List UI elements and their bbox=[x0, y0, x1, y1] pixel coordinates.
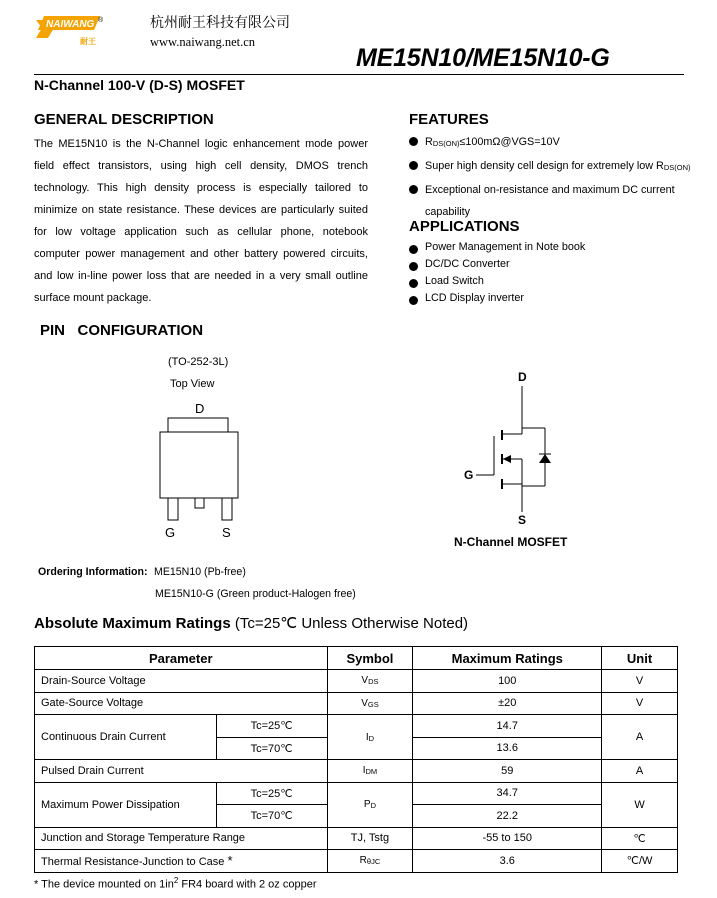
symbol-g-label: G bbox=[464, 468, 474, 482]
symbol-cell: $V_{GS}$ bbox=[327, 692, 413, 715]
package-view: Top View bbox=[170, 378, 215, 390]
company-logo bbox=[34, 14, 104, 48]
table-footnote: * The device mounted on $1in^2$ FR4 board with 2 oz copper bbox=[34, 876, 317, 891]
table-row bbox=[35, 782, 678, 805]
feature-rds-r: R bbox=[425, 136, 433, 148]
device-subtitle: N-Channel 100-V (D-S) MOSFET bbox=[34, 77, 245, 93]
ordering-label: Ordering Information: bbox=[38, 566, 148, 578]
package-body bbox=[160, 432, 238, 498]
feature-item bbox=[409, 131, 709, 155]
param-cell: Thermal Resistance-Junction to Case * bbox=[35, 850, 328, 873]
symbol-cell: $R_{\theta JC}$ bbox=[327, 850, 413, 873]
symbol-d-label: D bbox=[518, 370, 527, 384]
value-cell: 13.6 bbox=[413, 737, 602, 760]
symbol-caption: N-Channel MOSFET bbox=[454, 535, 568, 549]
symbol-cell: $P_D$ bbox=[327, 782, 413, 827]
package-pin-s bbox=[222, 498, 232, 520]
feature-rds-rest: ≤100mΩ@VGS=10V bbox=[459, 136, 560, 148]
package-pin-g bbox=[168, 498, 178, 520]
symbol-cell: $V_{DS}$ bbox=[327, 670, 413, 693]
company-name: 杭州耐王科技有限公司 bbox=[150, 15, 290, 31]
applications-list bbox=[409, 239, 699, 307]
table-row bbox=[35, 827, 678, 850]
amr-table bbox=[34, 646, 678, 873]
symbol-cell: $I_{DM}$ bbox=[327, 760, 413, 783]
amr-title-bold: Absolute Maximum Ratings bbox=[34, 615, 231, 632]
symbol-s-label: S bbox=[518, 513, 527, 527]
package-tab bbox=[168, 418, 228, 432]
pin-config-heading: PIN CONFIGURATION bbox=[40, 322, 204, 339]
unit-cell: A bbox=[602, 760, 678, 783]
header-rule bbox=[34, 74, 684, 75]
value-cell: 3.6 bbox=[413, 850, 602, 873]
param-cell: Continuous Drain Current bbox=[35, 715, 217, 760]
table-row bbox=[35, 850, 678, 873]
col-header-symbol: Symbol bbox=[327, 647, 413, 670]
value-cell: 22.2 bbox=[413, 805, 602, 828]
param-cell: Pulsed Drain Current bbox=[35, 760, 328, 783]
general-description-heading: GENERAL DESCRIPTION bbox=[34, 111, 214, 128]
amr-title-note: (Tc=25℃ Unless Otherwise Noted) bbox=[230, 615, 469, 632]
value-cell: 34.7 bbox=[413, 782, 602, 805]
table-row bbox=[35, 715, 678, 738]
ordering-green: ME15N10-G (Green product-Halogen free) bbox=[155, 588, 356, 600]
body-diode bbox=[539, 454, 551, 463]
package-pin-d-label: D bbox=[195, 401, 205, 416]
logo-text: NAIWANG bbox=[46, 19, 95, 30]
applications-heading: APPLICATIONS bbox=[409, 218, 520, 235]
application-item: Load Switch bbox=[409, 273, 699, 290]
condition-cell: Tc=70℃ bbox=[216, 737, 327, 760]
package-name: (TO-252-3L) bbox=[168, 356, 229, 368]
param-cell: Gate-Source Voltage bbox=[35, 692, 328, 715]
value-cell: ±20 bbox=[413, 692, 602, 715]
feature-item bbox=[409, 155, 709, 179]
value-cell: 59 bbox=[413, 760, 602, 783]
unit-cell: V bbox=[602, 670, 678, 693]
col-header-unit: Unit bbox=[602, 647, 678, 670]
application-item: DC/DC Converter bbox=[409, 256, 699, 273]
logo-sub: 耐王 bbox=[80, 37, 96, 46]
condition-cell: Tc=25℃ bbox=[216, 715, 327, 738]
feature-onres-line1: Exceptional on-resistance and maximum DC current bbox=[425, 184, 675, 196]
table-header-row bbox=[35, 647, 678, 670]
col-header-max: Maximum Ratings bbox=[413, 647, 602, 670]
ordering-pbfree: ME15N10 (Pb-free) bbox=[154, 566, 246, 578]
condition-cell: Tc=70℃ bbox=[216, 805, 327, 828]
part-number-title: ME15N10/ME15N10-G bbox=[356, 44, 610, 72]
package-drawing bbox=[150, 396, 260, 546]
logo-reg: ® bbox=[98, 17, 104, 24]
symbol-cell: TJ, Tstg bbox=[327, 827, 413, 850]
value-cell: -55 to 150 bbox=[413, 827, 602, 850]
unit-cell: ℃ bbox=[602, 827, 678, 850]
application-item: LCD Display inverter bbox=[409, 290, 699, 307]
unit-cell: W bbox=[602, 782, 678, 827]
feature-rds-sub: DS(ON) bbox=[432, 139, 460, 148]
unit-cell: A bbox=[602, 715, 678, 760]
table-row bbox=[35, 692, 678, 715]
package-pin-s-label: S bbox=[222, 525, 231, 540]
features-list bbox=[409, 131, 709, 223]
param-cell: Maximum Power Dissipation bbox=[35, 782, 217, 827]
param-cell: Junction and Storage Temperature Range bbox=[35, 827, 328, 850]
feature-density-text: Super high density cell design for extremely low R bbox=[425, 160, 664, 172]
company-website: www.naiwang.net.cn bbox=[150, 35, 256, 49]
condition-cell: Tc=25℃ bbox=[216, 782, 327, 805]
package-pin-center bbox=[195, 498, 204, 508]
features-heading: FEATURES bbox=[409, 111, 489, 128]
unit-cell: V bbox=[602, 692, 678, 715]
amr-title bbox=[34, 614, 468, 632]
application-item: Power Management in Note book bbox=[409, 239, 699, 256]
body-arrow bbox=[503, 455, 511, 463]
package-pin-g-label: G bbox=[165, 525, 176, 540]
feature-onres-line2: capability bbox=[425, 206, 471, 218]
feature-item bbox=[409, 179, 709, 201]
col-header-parameter: Parameter bbox=[35, 647, 328, 670]
param-cell: Drain-Source Voltage bbox=[35, 670, 328, 693]
symbol-cell: $I_D$ bbox=[327, 715, 413, 760]
value-cell: 100 bbox=[413, 670, 602, 693]
unit-cell: ℃/W bbox=[602, 850, 678, 873]
value-cell: 14.7 bbox=[413, 715, 602, 738]
table-row bbox=[35, 760, 678, 783]
mosfet-symbol bbox=[450, 366, 580, 532]
feature-density-sub: DS(ON) bbox=[663, 163, 691, 172]
general-description-body: The ME15N10 is the N-Channel logic enhancement mode power field effect transistors, using high cell density, DMOS trench technology. This high density process is especially tailored to minimize on state resistance. These devices are particularly suited for low voltage application such as cellular phone, notebook computer power management and other battery powered circuits, and low in-line power loss that are needed in a very small outline surface mount package. bbox=[34, 138, 368, 304]
table-row bbox=[35, 670, 678, 693]
